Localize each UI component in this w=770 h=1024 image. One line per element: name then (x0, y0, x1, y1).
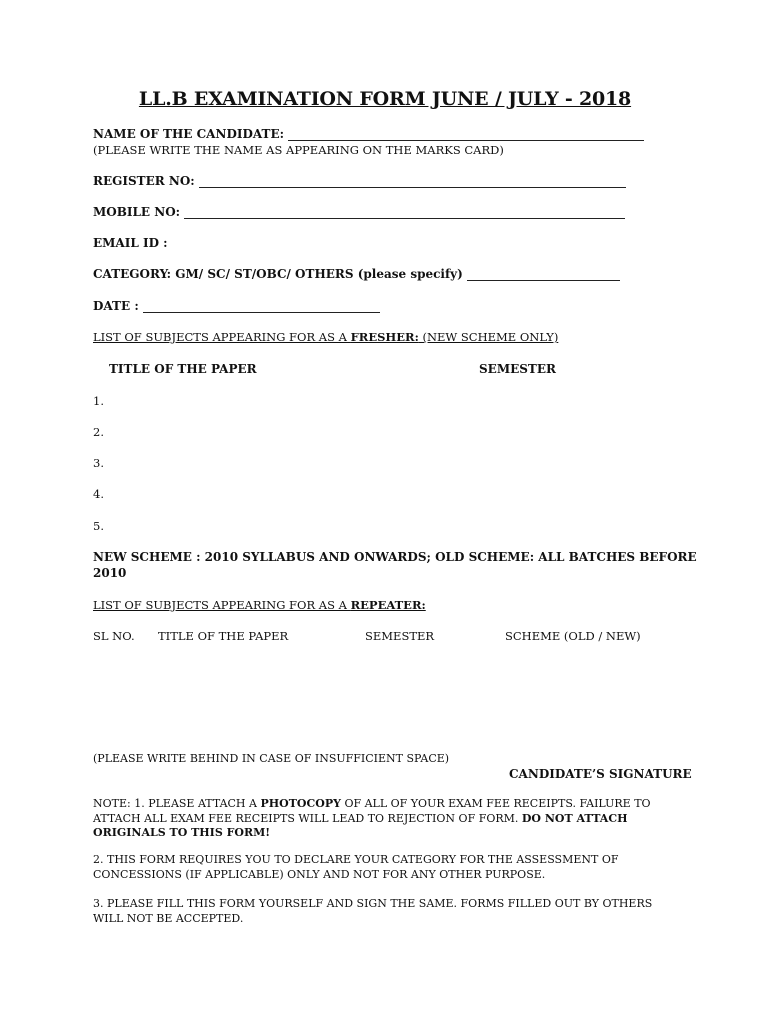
fresher-row-number: 1. (93, 394, 104, 408)
mobile-field[interactable] (184, 206, 625, 219)
fresher-col-title: TITLE OF THE PAPER (109, 362, 257, 376)
repeater-col-semester: SEMESTER (365, 629, 435, 643)
date-label: DATE : (93, 299, 139, 313)
scheme-note-line2: 2010 (93, 566, 127, 580)
repeater-col-title: TITLE OF THE PAPER (158, 629, 289, 643)
note-1-part: OF ALL OF YOUR EXAM FEE RECEIPTS. FAILURE TO ATTACH ALL EXAM FEE RECEIPTS WILL LEAD TO REJECTION OF FORM. (93, 797, 651, 825)
mobile-label: MOBILE NO: (93, 205, 181, 219)
name-label: NAME OF THE CANDIDATE: (93, 127, 285, 141)
register-label: REGISTER NO: (93, 174, 195, 188)
category-row (93, 267, 620, 281)
name-row (93, 127, 644, 141)
fresher-row-number: 4. (93, 487, 104, 501)
fresher-heading-prefix: LIST OF SUBJECTS APPEARING FOR AS A (93, 330, 351, 344)
date-field[interactable] (143, 300, 380, 313)
fresher-row-number: 3. (93, 456, 104, 470)
category-field[interactable] (467, 268, 620, 281)
date-row (93, 299, 380, 313)
fresher-heading (93, 330, 558, 344)
scheme-note-line1: NEW SCHEME : 2010 SYLLABUS AND ONWARDS; OLD SCHEME: ALL BATCHES BEFORE (93, 550, 697, 564)
note-2: 2. THIS FORM REQUIRES YOU TO DECLARE YOUR CATEGORY FOR THE ASSESSMENT OF CONCESSIONS (IF APPLICABLE) ONLY AND NOT FOR ANY OTHER PURPOSE. (93, 853, 619, 881)
note-3: 3. PLEASE FILL THIS FORM YOURSELF AND SIGN THE SAME. FORMS FILLED OUT BY OTHERS WILL NOT BE ACCEPTED. (93, 897, 653, 925)
behind-note: (PLEASE WRITE BEHIND IN CASE OF INSUFFICIENT SPACE) (93, 752, 450, 765)
repeater-col-scheme: SCHEME (OLD / NEW) (505, 629, 641, 643)
mobile-row (93, 205, 625, 219)
name-note: (PLEASE WRITE THE NAME AS APPEARING ON THE MARKS CARD) (93, 143, 504, 157)
fresher-heading-suffix: (NEW SCHEME ONLY) (418, 330, 559, 344)
fresher-row-number: 5. (93, 519, 104, 533)
repeater-heading (93, 598, 426, 612)
category-label: CATEGORY: GM/ SC/ ST/OBC/ OTHERS (please specify) (93, 267, 463, 281)
repeater-heading-prefix: LIST OF SUBJECTS APPEARING FOR AS A (93, 598, 351, 612)
repeater-col-slno: SL NO. (93, 629, 135, 643)
note-1 (93, 797, 679, 841)
note-1-photocopy: PHOTOCOPY (260, 797, 341, 810)
fresher-col-semester: SEMESTER (479, 362, 556, 376)
register-row (93, 174, 626, 188)
form-title: LL.B EXAMINATION FORM JUNE / JULY - 2018 (138, 88, 632, 110)
note-1-warning: DO NOT ATTACH ORIGINALS TO THIS FORM! (93, 811, 628, 839)
fresher-row-number: 2. (93, 425, 104, 439)
email-label: EMAIL ID : (93, 236, 168, 250)
register-field[interactable] (199, 175, 626, 188)
fresher-heading-bold: FRESHER: (350, 330, 419, 344)
note-1-part: NOTE: 1. PLEASE ATTACH A (93, 797, 261, 810)
signature-label: CANDIDATE’S SIGNATURE (509, 767, 692, 781)
repeater-heading-bold: REPEATER: (350, 598, 426, 612)
name-field[interactable] (288, 128, 644, 141)
